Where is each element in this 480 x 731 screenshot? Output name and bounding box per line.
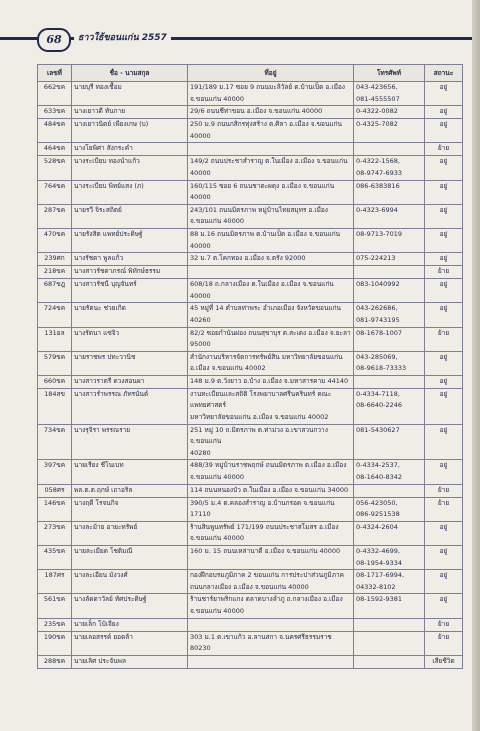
- page-number: 68: [37, 28, 71, 52]
- member-id: 190ขค: [38, 631, 72, 655]
- member-phone: 0-4334-7118, 08-6640-2246: [354, 388, 425, 424]
- member-id: 435ขค: [38, 546, 72, 570]
- member-address: ร้านสินพูนทรัพย์ 171/199 ถนนประชาสโมสร อ.เมือง จ.ขอนแก่น 40000: [188, 521, 354, 545]
- member-name: นางเยาวนิตย์ เพียงเกษ (บ): [72, 119, 188, 143]
- table-row: [38, 82, 463, 106]
- member-address: 82/2 ซอยกำนันผ่อง ถนนสุขาบุร ต.สะเตง อ.เมือง จ.ยะลา 95000: [188, 327, 354, 351]
- member-id: 146ขค: [38, 497, 72, 521]
- member-phone: 0-4322-0082: [354, 106, 425, 119]
- member-name: นางระเบียบ ทองนำแก้ว: [72, 156, 188, 180]
- member-id: 724ขค: [38, 303, 72, 327]
- member-name: นางสาวรัชดาภรณ์ พิทักษ์ธรรม: [72, 266, 188, 279]
- table-row: [38, 424, 463, 460]
- member-address: 390/5 ม.4 ต.คลองสำราญ อ.บ้านกรอด จ.ขอนแก่น 17110: [188, 497, 354, 521]
- member-address: [188, 655, 354, 668]
- member-status: อยู่: [425, 388, 463, 424]
- member-phone: 075-224213: [354, 253, 425, 266]
- member-status: อยู่: [425, 303, 463, 327]
- member-name: นางโยพิศา สังกระคำ: [72, 143, 188, 156]
- member-address: 160/115 ซอย 6 ถนนชาตะผดุง อ.เมือง จ.ขอนแก่น 40000: [188, 180, 354, 204]
- member-status: อยู่: [425, 375, 463, 388]
- member-address: 148 ม.9 ต.วังยาว อ.บ้าง อ.เมือง จ.มหาสารคาม 44140: [188, 375, 354, 388]
- member-name: นางสาวรำพรรณ ภัทรนันต์: [72, 388, 188, 424]
- member-name: นายรังสิต แพทย์ประดิษฐ์: [72, 228, 188, 252]
- table-row: [38, 279, 463, 303]
- member-status: ย้าย: [425, 631, 463, 655]
- book-spine: [472, 0, 480, 731]
- member-status: อยู่: [425, 106, 463, 119]
- member-phone: 08-1678-1007: [354, 327, 425, 351]
- member-name: นางสาวราตรี ดวงสอนผา: [72, 375, 188, 388]
- column-header-address: ที่อยู่: [188, 65, 354, 82]
- member-name: นายเลิศ ประจันพล: [72, 655, 188, 668]
- member-id: 287ขค: [38, 204, 72, 228]
- member-status: อยู่: [425, 424, 463, 460]
- member-phone: 056-423050, 086-9251538: [354, 497, 425, 521]
- table-row: [38, 228, 463, 252]
- table-row: [38, 106, 463, 119]
- table-row: [38, 327, 463, 351]
- column-header-name: ชื่อ - นามสกุล: [72, 65, 188, 82]
- member-phone: 08-1717-6994, 04332-8102: [354, 570, 425, 594]
- member-id: 764ขค: [38, 180, 72, 204]
- member-address: 160 ม. 15 ถนนเหล่านาดี อ.เมือง จ.ขอนแก่น 40000: [188, 546, 354, 570]
- member-name: พล.ต.ต.ฤกษ์ เถาอริล: [72, 484, 188, 497]
- member-address: 303 ม.1 ต.เขาแก้ว อ.ลานสกา จ.นครศรีธรรมราช 80230: [188, 631, 354, 655]
- member-name: นางละเอียน มังวงศ์: [72, 570, 188, 594]
- member-address: 250 ม.9 ถนนกสิกรทุ่งสร้าง ต.ศิลา อ.เมือง จ.ขอนแก่น 40000: [188, 119, 354, 143]
- member-phone: [354, 375, 425, 388]
- member-name: นายรัตนะ ช่วยเกิด: [72, 303, 188, 327]
- member-address: ร้านชาร์ยาพริกแกง ตลาดบางลำภู ถ.กลางเมือง อ.เมือง จ.ขอนแก่น 40000: [188, 594, 354, 618]
- member-name: นายเรียง ชีโนเบท: [72, 460, 188, 484]
- table-row: [38, 388, 463, 424]
- member-status: อยู่: [425, 82, 463, 106]
- table-row: [38, 631, 463, 655]
- table-row: [38, 303, 463, 327]
- member-status: ย้าย: [425, 618, 463, 631]
- member-address: 88 ม.16 ถนนมิตรภาพ ต.บ้านเป็ด อ.เมือง จ.ขอนแก่น 40000: [188, 228, 354, 252]
- table-row: [38, 180, 463, 204]
- member-status: อยู่: [425, 594, 463, 618]
- member-id: 218ขค: [38, 266, 72, 279]
- table-row: [38, 253, 463, 266]
- member-status: อยู่: [425, 570, 463, 594]
- member-phone: [354, 631, 425, 655]
- member-name: นางฤดี โรจนกิจ: [72, 497, 188, 521]
- member-phone: [354, 143, 425, 156]
- member-phone: 08-1592-9381: [354, 594, 425, 618]
- member-address: 488/39 หมู่บ้านราชพฤกษ์ ถนนมิตรภาพ ต.เมือง อ.เมือง จ.ขอนแก่น 40000: [188, 460, 354, 484]
- column-header-id: เลขที่: [38, 65, 72, 82]
- table-row: [38, 594, 463, 618]
- member-address: 243/101 ถนนมิตรภาพ หมู่บ้านไทยสมุทร อ.เมือง จ.ขอนแก่น 40000: [188, 204, 354, 228]
- member-phone: 0-4323-6994: [354, 204, 425, 228]
- table-row: [38, 521, 463, 545]
- table-row: [38, 119, 463, 143]
- member-name: นางรุจิรา พรรณราย: [72, 424, 188, 460]
- member-id: 561ขค: [38, 594, 72, 618]
- member-id: 184สข: [38, 388, 72, 424]
- table-row: [38, 570, 463, 594]
- table-row: [38, 204, 463, 228]
- member-phone: 081-5430627: [354, 424, 425, 460]
- member-phone: [354, 484, 425, 497]
- member-id: 734ขค: [38, 424, 72, 460]
- member-address: 191/189 ม.17 ซอย 9 ถนนมะลิวัลย์ ต.บ้านเป็ด อ.เมือง จ.ขอนแก่น 40000: [188, 82, 354, 106]
- table-row: [38, 266, 463, 279]
- table-row: [38, 143, 463, 156]
- member-name: นางลัดดาวัลย์ ทัศประดิษฐ์: [72, 594, 188, 618]
- member-status: ย้าย: [425, 266, 463, 279]
- member-address: 114 ถนนหนองบัว ต.ในเมือง อ.เมือง จ.ขอนแก่น 34000: [188, 484, 354, 497]
- member-phone: [354, 266, 425, 279]
- member-address: [188, 143, 354, 156]
- member-id: 687ขฎ: [38, 279, 72, 303]
- member-id: 579ขค: [38, 351, 72, 375]
- member-name: นางรัตนา แซ่จิว: [72, 327, 188, 351]
- member-phone: 0-4322-1568, 08-9747-6933: [354, 156, 425, 180]
- member-status: ย้าย: [425, 143, 463, 156]
- member-phone: [354, 618, 425, 631]
- member-name: นายราชพร ปทะวานิช: [72, 351, 188, 375]
- member-status: อยู่: [425, 253, 463, 266]
- member-name: นางสาวรัชนี บุญจันทร์: [72, 279, 188, 303]
- member-status: อยู่: [425, 460, 463, 484]
- page-header: [0, 24, 472, 52]
- table-row: [38, 375, 463, 388]
- member-id: 662ขค: [38, 82, 72, 106]
- table-row: [38, 484, 463, 497]
- member-phone: [354, 655, 425, 668]
- member-status: อยู่: [425, 279, 463, 303]
- column-header-status: สถานะ: [425, 65, 463, 82]
- member-address: งานทะเบียนและสถิติ โรงพยาบาลศรีนครินทร์ คณะแพทยศาสตร์ มหาวิทยาลัยขอนแก่น อ.เมือง จ.ขอนแก่น 40002: [188, 388, 354, 424]
- member-id: 187ศร: [38, 570, 72, 594]
- member-status: ย้าย: [425, 327, 463, 351]
- member-id: 660ขค: [38, 375, 72, 388]
- member-table: [37, 64, 463, 669]
- member-phone: 0-4332-4699, 08-1954-9334: [354, 546, 425, 570]
- member-id: 288ขค: [38, 655, 72, 668]
- member-name: นางระเบียบ พิทย์แสง (ภ): [72, 180, 188, 204]
- member-address: 149/2 ถนนประชาสำราญ ต.ในเมือง อ.เมือง จ.ขอนแก่น 40000: [188, 156, 354, 180]
- member-name: นางละม้าย อายะทรัพย์: [72, 521, 188, 545]
- member-id: 273ขค: [38, 521, 72, 545]
- member-name: นายบุรี ทองเชื้อม: [72, 82, 188, 106]
- member-id: 397ขค: [38, 460, 72, 484]
- member-phone: 08-9713-7019: [354, 228, 425, 252]
- member-id: 470ขค: [38, 228, 72, 252]
- member-address: สำนักงานบริหารจัดการทรัพย์สิน มหาวิทยาลัยขอนแก่น อ.เมือง จ.ขอนแก่น 40002: [188, 351, 354, 375]
- book-title: ธาวใธ้ขอนแก่น 2557: [74, 29, 171, 47]
- member-address: 608/18 ถ.กลางเมือง ต.ในเมือง อ.เมือง จ.ขอนแก่น 40000: [188, 279, 354, 303]
- member-name: นายรวี จิระสถิตย์: [72, 204, 188, 228]
- member-status: อยู่: [425, 204, 463, 228]
- member-id: 633ขค: [38, 106, 72, 119]
- member-id: 484ขค: [38, 119, 72, 143]
- member-status: ย้าย: [425, 497, 463, 521]
- table-row: [38, 497, 463, 521]
- member-phone: 083-1040992: [354, 279, 425, 303]
- member-address: [188, 266, 354, 279]
- member-phone: 0-4324-2604: [354, 521, 425, 545]
- member-address: 29/6 ถนนชีท่าขอน อ.เมือง จ.ขอนแก่น 40000: [188, 106, 354, 119]
- table-body: [38, 82, 463, 669]
- member-name: นายละเมียด โชติมณี: [72, 546, 188, 570]
- member-status: อยู่: [425, 180, 463, 204]
- table-header: [38, 65, 463, 82]
- member-address: กองฝึกอบรมภูมิภาค 2 ขอนแก่น การประปาส่วนภูมิภาค ถนนกลางเมือง อ.เมือง จ.ขอนแก่น 40000: [188, 570, 354, 594]
- member-status: อยู่: [425, 156, 463, 180]
- member-id: 235ขค: [38, 618, 72, 631]
- member-phone: 086-6383816: [354, 180, 425, 204]
- member-phone: 043-262686, 081-9743195: [354, 303, 425, 327]
- member-address: 45 หมู่ที่ 14 ตำบลท่าพระ อำเภอเมือง จังหวัดขอนแก่น 40260: [188, 303, 354, 327]
- member-status: อยู่: [425, 351, 463, 375]
- member-address: [188, 618, 354, 631]
- table-row: [38, 655, 463, 668]
- member-status: อยู่: [425, 228, 463, 252]
- member-id: 528ขค: [38, 156, 72, 180]
- member-phone: 043-285069, 08-9618-73333: [354, 351, 425, 375]
- member-address: 251 หมู่ 10 ถ.มิตรภาพ ต.ท่าม่วง อ.เขาสวนกวาง จ.ขอนแก่น 40280: [188, 424, 354, 460]
- table-row: [38, 618, 463, 631]
- member-name: นางเยาวดี ทันกาย: [72, 106, 188, 119]
- member-name: นายเลอสรรค์ ยอดล้า: [72, 631, 188, 655]
- table-row: [38, 351, 463, 375]
- table-row: [38, 546, 463, 570]
- member-phone: 0-4325-7082: [354, 119, 425, 143]
- member-status: อยู่: [425, 546, 463, 570]
- table-row: [38, 156, 463, 180]
- member-status: ย้าย: [425, 484, 463, 497]
- column-header-phone: โทรศัพท์: [354, 65, 425, 82]
- member-name: นางรัชดา พูลแก้ว: [72, 253, 188, 266]
- member-status: เสียชีวิต: [425, 655, 463, 668]
- member-status: อยู่: [425, 119, 463, 143]
- member-address: 32 ม.7 ต.โคกทอง อ.เมือง จ.ตรัง 92000: [188, 253, 354, 266]
- member-name: นายเล็ก โบ้เจียง: [72, 618, 188, 631]
- member-id: 131ยล: [38, 327, 72, 351]
- member-phone: 0-4334-2537, 08-1640-8342: [354, 460, 425, 484]
- member-id: 239ศก: [38, 253, 72, 266]
- member-status: อยู่: [425, 521, 463, 545]
- member-phone: 043-423656, 081-4555507: [354, 82, 425, 106]
- table-row: [38, 460, 463, 484]
- member-id: 464ขค: [38, 143, 72, 156]
- member-id: 058ศร: [38, 484, 72, 497]
